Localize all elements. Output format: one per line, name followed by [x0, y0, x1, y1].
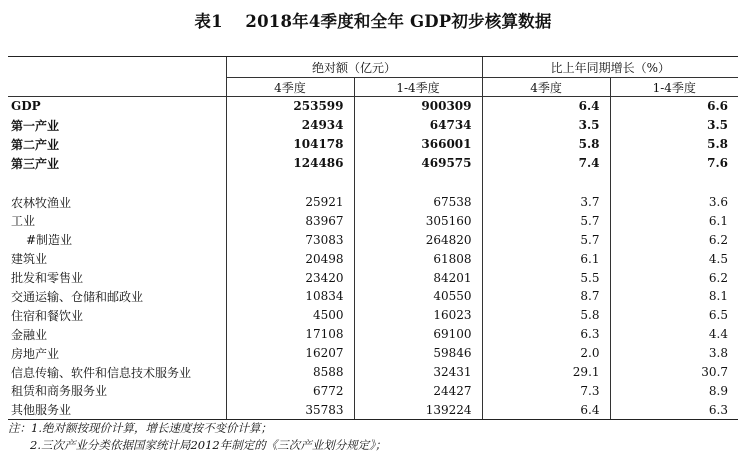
table-row — [8, 249, 738, 268]
row-label: 交通运输、仓储和邮政业 — [11, 289, 144, 304]
table-row — [8, 363, 738, 382]
cell-abs-q1-4: 64734 — [354, 116, 482, 135]
cell-abs-q4: 24934 — [226, 116, 354, 135]
footnotes — [8, 420, 387, 454]
cell-abs-q4: 10834 — [226, 287, 354, 306]
cell-growth-q1-4: 6.1 — [610, 211, 738, 230]
table-row — [8, 268, 738, 287]
cell-abs-q4: 23420 — [226, 268, 354, 287]
row-label: 金融业 — [11, 327, 48, 342]
row-label: 其他服务业 — [8, 400, 226, 419]
cell-abs-q1-4: 16023 — [354, 306, 482, 325]
cell-abs-q4: 253599 — [226, 97, 354, 116]
row-label: #制造业 — [26, 233, 73, 248]
cell-abs-q1-4: 59846 — [354, 344, 482, 363]
cell-abs-q1-4: 366001 — [354, 135, 482, 154]
cell-abs-q1-4: 264820 — [354, 230, 482, 249]
table-row — [8, 211, 738, 230]
spacer-row — [8, 173, 738, 193]
header-growth-q4: 4季度 — [482, 78, 610, 97]
row-label: 第一产业 — [11, 118, 60, 133]
row-label: 建筑业 — [11, 252, 48, 267]
cell-abs-q4: 20498 — [226, 249, 354, 268]
row-label: 批发和零售业 — [11, 271, 84, 286]
cell-abs-q4: 8588 — [226, 363, 354, 382]
cell-growth-q1-4: 6.6 — [610, 97, 738, 116]
cell-abs-q4: 16207 — [226, 344, 354, 363]
row-label: 租赁和商务服务业 — [11, 384, 108, 399]
table-row — [8, 193, 738, 212]
cell-growth-q1-4: 3.8 — [610, 344, 738, 363]
row-label: 信息传输、软件和信息技术服务业 — [11, 365, 192, 380]
cell-abs-q1-4: 67538 — [354, 193, 482, 212]
table-row — [8, 154, 738, 173]
cell-growth-q4: 5.5 — [482, 268, 610, 287]
header-abs-q1-4: 1-4季度 — [354, 78, 482, 97]
row-label: 工业 — [11, 214, 36, 229]
table-row — [8, 230, 738, 249]
cell-growth-q4: 3.5 — [482, 116, 610, 135]
row-label: GDP — [11, 99, 41, 114]
cell-abs-q1-4: 84201 — [354, 268, 482, 287]
header-group-absolute: 绝对额（亿元） — [226, 57, 482, 78]
cell-abs-q4: 4500 — [226, 306, 354, 325]
table-row — [8, 381, 738, 400]
table-body — [8, 97, 738, 420]
cell-growth-q4: 7.3 — [482, 381, 610, 400]
footnote-1: 注：1.绝对额按现价计算，增长速度按不变价计算； — [8, 421, 272, 435]
cell-growth-q4: 5.8 — [482, 306, 610, 325]
cell-growth-q1-4: 4.4 — [610, 325, 738, 344]
header-blank — [8, 57, 226, 78]
row-label: 第三产业 — [11, 156, 60, 171]
cell-growth-q4: 5.8 — [482, 135, 610, 154]
cell-growth-q4: 6.1 — [482, 249, 610, 268]
cell-growth-q4: 6.4 — [482, 400, 610, 419]
cell-growth-q4: 29.1 — [482, 363, 610, 382]
cell-growth-q4: 5.7 — [482, 230, 610, 249]
table-title: 表1 2018年4季度和全年 GDP初步核算数据 — [194, 12, 552, 31]
cell-abs-q4: 6772 — [226, 381, 354, 400]
cell-growth-q1-4: 30.7 — [610, 363, 738, 382]
cell-abs-q4: 83967 — [226, 211, 354, 230]
row-label: 第二产业 — [11, 137, 60, 152]
cell-growth-q4: 6.3 — [482, 325, 610, 344]
header-growth-q1-4: 1-4季度 — [610, 78, 738, 97]
cell-abs-q1-4: 61808 — [354, 249, 482, 268]
cell-abs-q1-4: 24427 — [354, 381, 482, 400]
cell-growth-q4: 5.7 — [482, 211, 610, 230]
table-row — [8, 344, 738, 363]
cell-growth-q1-4: 5.8 — [610, 135, 738, 154]
cell-growth-q1-4: 6.2 — [610, 268, 738, 287]
gdp-table — [8, 56, 738, 420]
header-group-growth: 比上年同期增长（%） — [482, 57, 738, 78]
cell-growth-q4: 8.7 — [482, 287, 610, 306]
cell-abs-q1-4: 32431 — [354, 363, 482, 382]
row-label: 住宿和餐饮业 — [11, 308, 84, 323]
cell-growth-q4: 2.0 — [482, 344, 610, 363]
table-row — [8, 135, 738, 154]
cell-growth-q1-4: 3.6 — [610, 193, 738, 212]
cell-abs-q4: 104178 — [226, 135, 354, 154]
cell-abs-q1-4: 900309 — [354, 97, 482, 116]
table-row — [8, 325, 738, 344]
row-label: 房地产业 — [11, 346, 60, 361]
cell-growth-q4: 7.4 — [482, 154, 610, 173]
cell-abs-q1-4: 469575 — [354, 154, 482, 173]
cell-abs-q4: 124486 — [226, 154, 354, 173]
cell-growth-q1-4: 6.2 — [610, 230, 738, 249]
cell-abs-q4: 73083 — [226, 230, 354, 249]
header-blank-2 — [8, 78, 226, 97]
footnote-2: 2.三次产业分类依据国家统计局2012年制定的《三次产业划分规定》； — [30, 438, 387, 452]
cell-growth-q1-4: 8.9 — [610, 381, 738, 400]
cell-growth-q4: 6.4 — [482, 97, 610, 116]
cell-growth-q4: 3.7 — [482, 193, 610, 212]
table-row — [8, 116, 738, 135]
table-row — [8, 306, 738, 325]
cell-abs-q4: 17108 — [226, 325, 354, 344]
table-row — [8, 400, 738, 419]
cell-abs-q1-4: 305160 — [354, 211, 482, 230]
row-label: 农林牧渔业 — [11, 195, 72, 210]
cell-growth-q1-4: 6.3 — [610, 400, 738, 419]
cell-abs-q1-4: 40550 — [354, 287, 482, 306]
cell-growth-q1-4: 3.5 — [610, 116, 738, 135]
table-row — [8, 97, 738, 116]
cell-abs-q1-4: 139224 — [354, 400, 482, 419]
cell-growth-q1-4: 7.6 — [610, 154, 738, 173]
cell-growth-q1-4: 8.1 — [610, 287, 738, 306]
header-abs-q4: 4季度 — [226, 78, 354, 97]
cell-growth-q1-4: 4.5 — [610, 249, 738, 268]
cell-growth-q1-4: 6.5 — [610, 306, 738, 325]
cell-abs-q4: 25921 — [226, 193, 354, 212]
cell-abs-q1-4: 69100 — [354, 325, 482, 344]
cell-abs-q4: 35783 — [226, 400, 354, 419]
table-row — [8, 287, 738, 306]
